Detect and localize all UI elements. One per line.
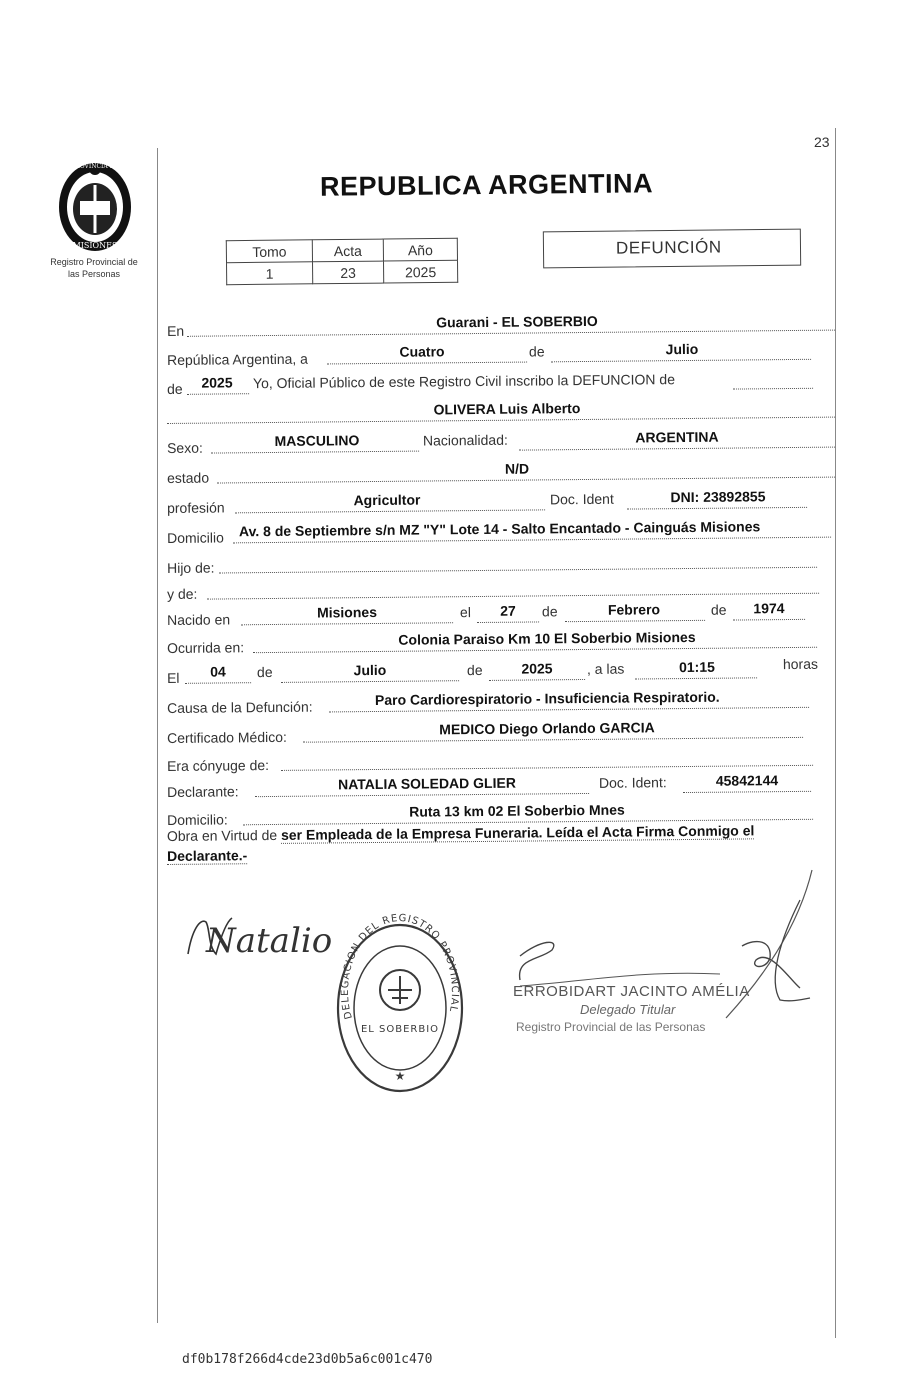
label-doc-ident: Doc. Ident <box>549 490 614 508</box>
value-death-year: 2025 <box>521 660 553 677</box>
dotted-line <box>211 451 419 454</box>
official-role: Delegado Titular <box>580 1002 676 1017</box>
acta-meta-table <box>226 238 458 285</box>
registry-emblem-icon <box>52 155 138 255</box>
stamp-center-text: EL SOBERBIO <box>360 1024 440 1035</box>
value-domicilio2: Ruta 13 km 02 El Soberbio Mnes <box>409 801 625 820</box>
label-nacionalidad: Nacionalidad: <box>422 431 508 449</box>
dotted-line <box>327 362 527 365</box>
dotted-line <box>217 477 835 484</box>
row-declarante <box>167 768 835 800</box>
label-birth-de2: de <box>710 601 727 618</box>
dotted-line <box>255 793 589 797</box>
dotted-line <box>185 682 251 684</box>
label-hijo: Hijo de: <box>166 559 215 576</box>
label-causa: Causa de la Defunción: <box>166 698 313 716</box>
row-certificado <box>167 714 835 746</box>
label-sexo: Sexo: <box>166 439 203 456</box>
value-birthplace: Misiones <box>316 603 378 621</box>
value-estado: N/D <box>504 460 530 477</box>
dotted-line <box>167 417 835 424</box>
value-declarante-doc: 45842144 <box>715 772 779 789</box>
row-profesion <box>167 484 835 516</box>
row-en <box>167 307 835 339</box>
label-death-de2: de <box>466 661 483 679</box>
meta-header-acta: Acta <box>312 239 383 262</box>
dotted-line <box>241 622 453 625</box>
value-ocurrida: Colonia Paraiso Km 10 El Soberbio Misiones <box>398 628 696 648</box>
official-name: ERROBIDART JACINTO AMÉLIA <box>513 983 750 1000</box>
value-dni: DNI: 23892855 <box>670 488 766 506</box>
value-death-day: 04 <box>210 663 226 680</box>
label-certificado: Certificado Médico: <box>166 728 287 746</box>
value-birth-year: 1974 <box>753 600 785 617</box>
label-el: el <box>459 604 471 621</box>
label-de-year: de <box>166 380 183 397</box>
label-de: de <box>528 343 545 360</box>
label-domicilio: Domicilio <box>166 529 224 546</box>
meta-value-acta: 23 <box>313 261 384 284</box>
dotted-line <box>477 621 539 623</box>
stamp-ring-text: DELEGACION DEL REGISTRO PROVINCIAL <box>339 912 461 1021</box>
label-en: En <box>166 322 185 339</box>
label-el2: El <box>166 669 180 686</box>
registry-caption-line1: Registro Provincial de <box>50 257 138 267</box>
dotted-line <box>565 620 705 622</box>
row-ocurrida <box>167 624 835 656</box>
label-horas: horas <box>782 655 819 673</box>
value-domicilio: Av. 8 de Septiembre s/n MZ "Y" Lote 14 - Salto Encantado - Cainguás Misiones <box>238 518 761 540</box>
meta-header-tomo: Tomo <box>226 240 312 263</box>
dotted-line <box>551 359 811 362</box>
dotted-line <box>627 507 807 510</box>
value-death-month: Julio <box>353 661 387 679</box>
label-nacido: Nacido en <box>166 611 231 628</box>
value-sexo: MASCULINO <box>274 432 360 449</box>
value-day: Cuatro <box>399 343 445 360</box>
row-date <box>167 336 835 368</box>
label-conyuge: Era cónyuge de: <box>166 757 270 774</box>
svg-text:DELEGACION DEL REGISTRO PROVIN <box>340 913 460 1020</box>
row-nombre <box>167 394 835 426</box>
registry-caption <box>36 256 152 280</box>
row-nacido <box>167 596 835 628</box>
declarant-signature-text: Natalio <box>206 921 333 961</box>
label-domicilio2: Domicilio: <box>166 811 228 828</box>
document-type-box: DEFUNCIÓN <box>543 229 801 269</box>
dotted-line <box>281 680 459 683</box>
row-domicilio <box>167 514 835 546</box>
stamp-star-icon: ★ <box>394 1069 406 1083</box>
row-estado <box>167 454 835 486</box>
value-deceased-name: OLIVERA Luis Alberto <box>433 400 581 418</box>
label-declarante-doc: Doc. Ident: <box>598 774 667 791</box>
dotted-line <box>635 677 757 679</box>
left-margin-line <box>157 148 158 1323</box>
dotted-line <box>235 509 545 513</box>
label-a-las: , a las <box>586 660 625 677</box>
official-office: Registro Provincial de las Personas <box>516 1020 706 1034</box>
dotted-line <box>489 679 585 681</box>
dotted-line <box>683 791 811 793</box>
meta-value-tomo: 1 <box>227 262 313 285</box>
declarant-signature <box>188 918 332 961</box>
label-ocurrida: Ocurrida en: <box>166 639 245 656</box>
dotted-line <box>519 447 835 451</box>
value-causa: Paro Cardiorespiratorio - Insuficiencia Respiratorio. <box>374 688 720 709</box>
value-declarante: NATALIA SOLEDAD GLIER <box>337 774 516 793</box>
value-birth-day: 27 <box>500 602 516 619</box>
page-title: REPUBLICA ARGENTINA <box>319 168 654 202</box>
registry-caption-line2: las Personas <box>67 269 121 279</box>
dotted-line <box>733 388 813 390</box>
value-year: 2025 <box>201 374 233 391</box>
row-causa <box>167 684 835 716</box>
value-month: Julio <box>665 340 699 358</box>
emblem-text-top: PROVINCIA DE <box>71 163 119 170</box>
document-hash: df0b178f266d4cde23d0b5a6c001c470 <box>182 1352 433 1367</box>
obra-bold-end: Declarante.- <box>167 847 248 864</box>
value-birth-month: Febrero <box>607 601 661 618</box>
label-birth-de1: de <box>541 603 558 620</box>
value-certificado: MEDICO Diego Orlando GARCIA <box>439 719 655 738</box>
page-number: 23 <box>814 134 830 150</box>
obra-bold-text: ser Empleada de la Empresa Funeraria. Leída el Acta Firma Conmigo el <box>280 822 755 843</box>
label-republica: República Argentina, a <box>166 350 308 368</box>
row-death-date <box>167 654 835 686</box>
row-oficial <box>167 365 835 397</box>
meta-header-ano: Año <box>383 238 457 261</box>
row-sexo <box>167 424 835 456</box>
value-nacionalidad: ARGENTINA <box>635 428 719 446</box>
official-stamp <box>338 913 462 1091</box>
value-place: Guarani - EL SOBERBIO <box>436 312 598 331</box>
label-estado: estado <box>166 469 210 486</box>
emblem-text-bottom: MISIONES <box>72 241 118 250</box>
label-death-de1: de <box>256 663 273 681</box>
dotted-line <box>187 393 249 395</box>
oficial-text: Yo, Oficial Público de este Registro Civil inscribo la DEFUNCION de <box>252 371 676 392</box>
label-profesion: profesión <box>166 499 225 516</box>
right-margin-line <box>835 128 836 1338</box>
dotted-line <box>733 619 805 621</box>
meta-value-ano: 2025 <box>383 260 457 283</box>
value-profesion: Agricultor <box>353 491 421 509</box>
label-y-de: y de: <box>166 585 198 602</box>
obra-prefix: Obra en Virtud de <box>166 826 278 845</box>
label-declarante: Declarante: <box>166 783 239 800</box>
value-death-time: 01:15 <box>678 658 715 676</box>
